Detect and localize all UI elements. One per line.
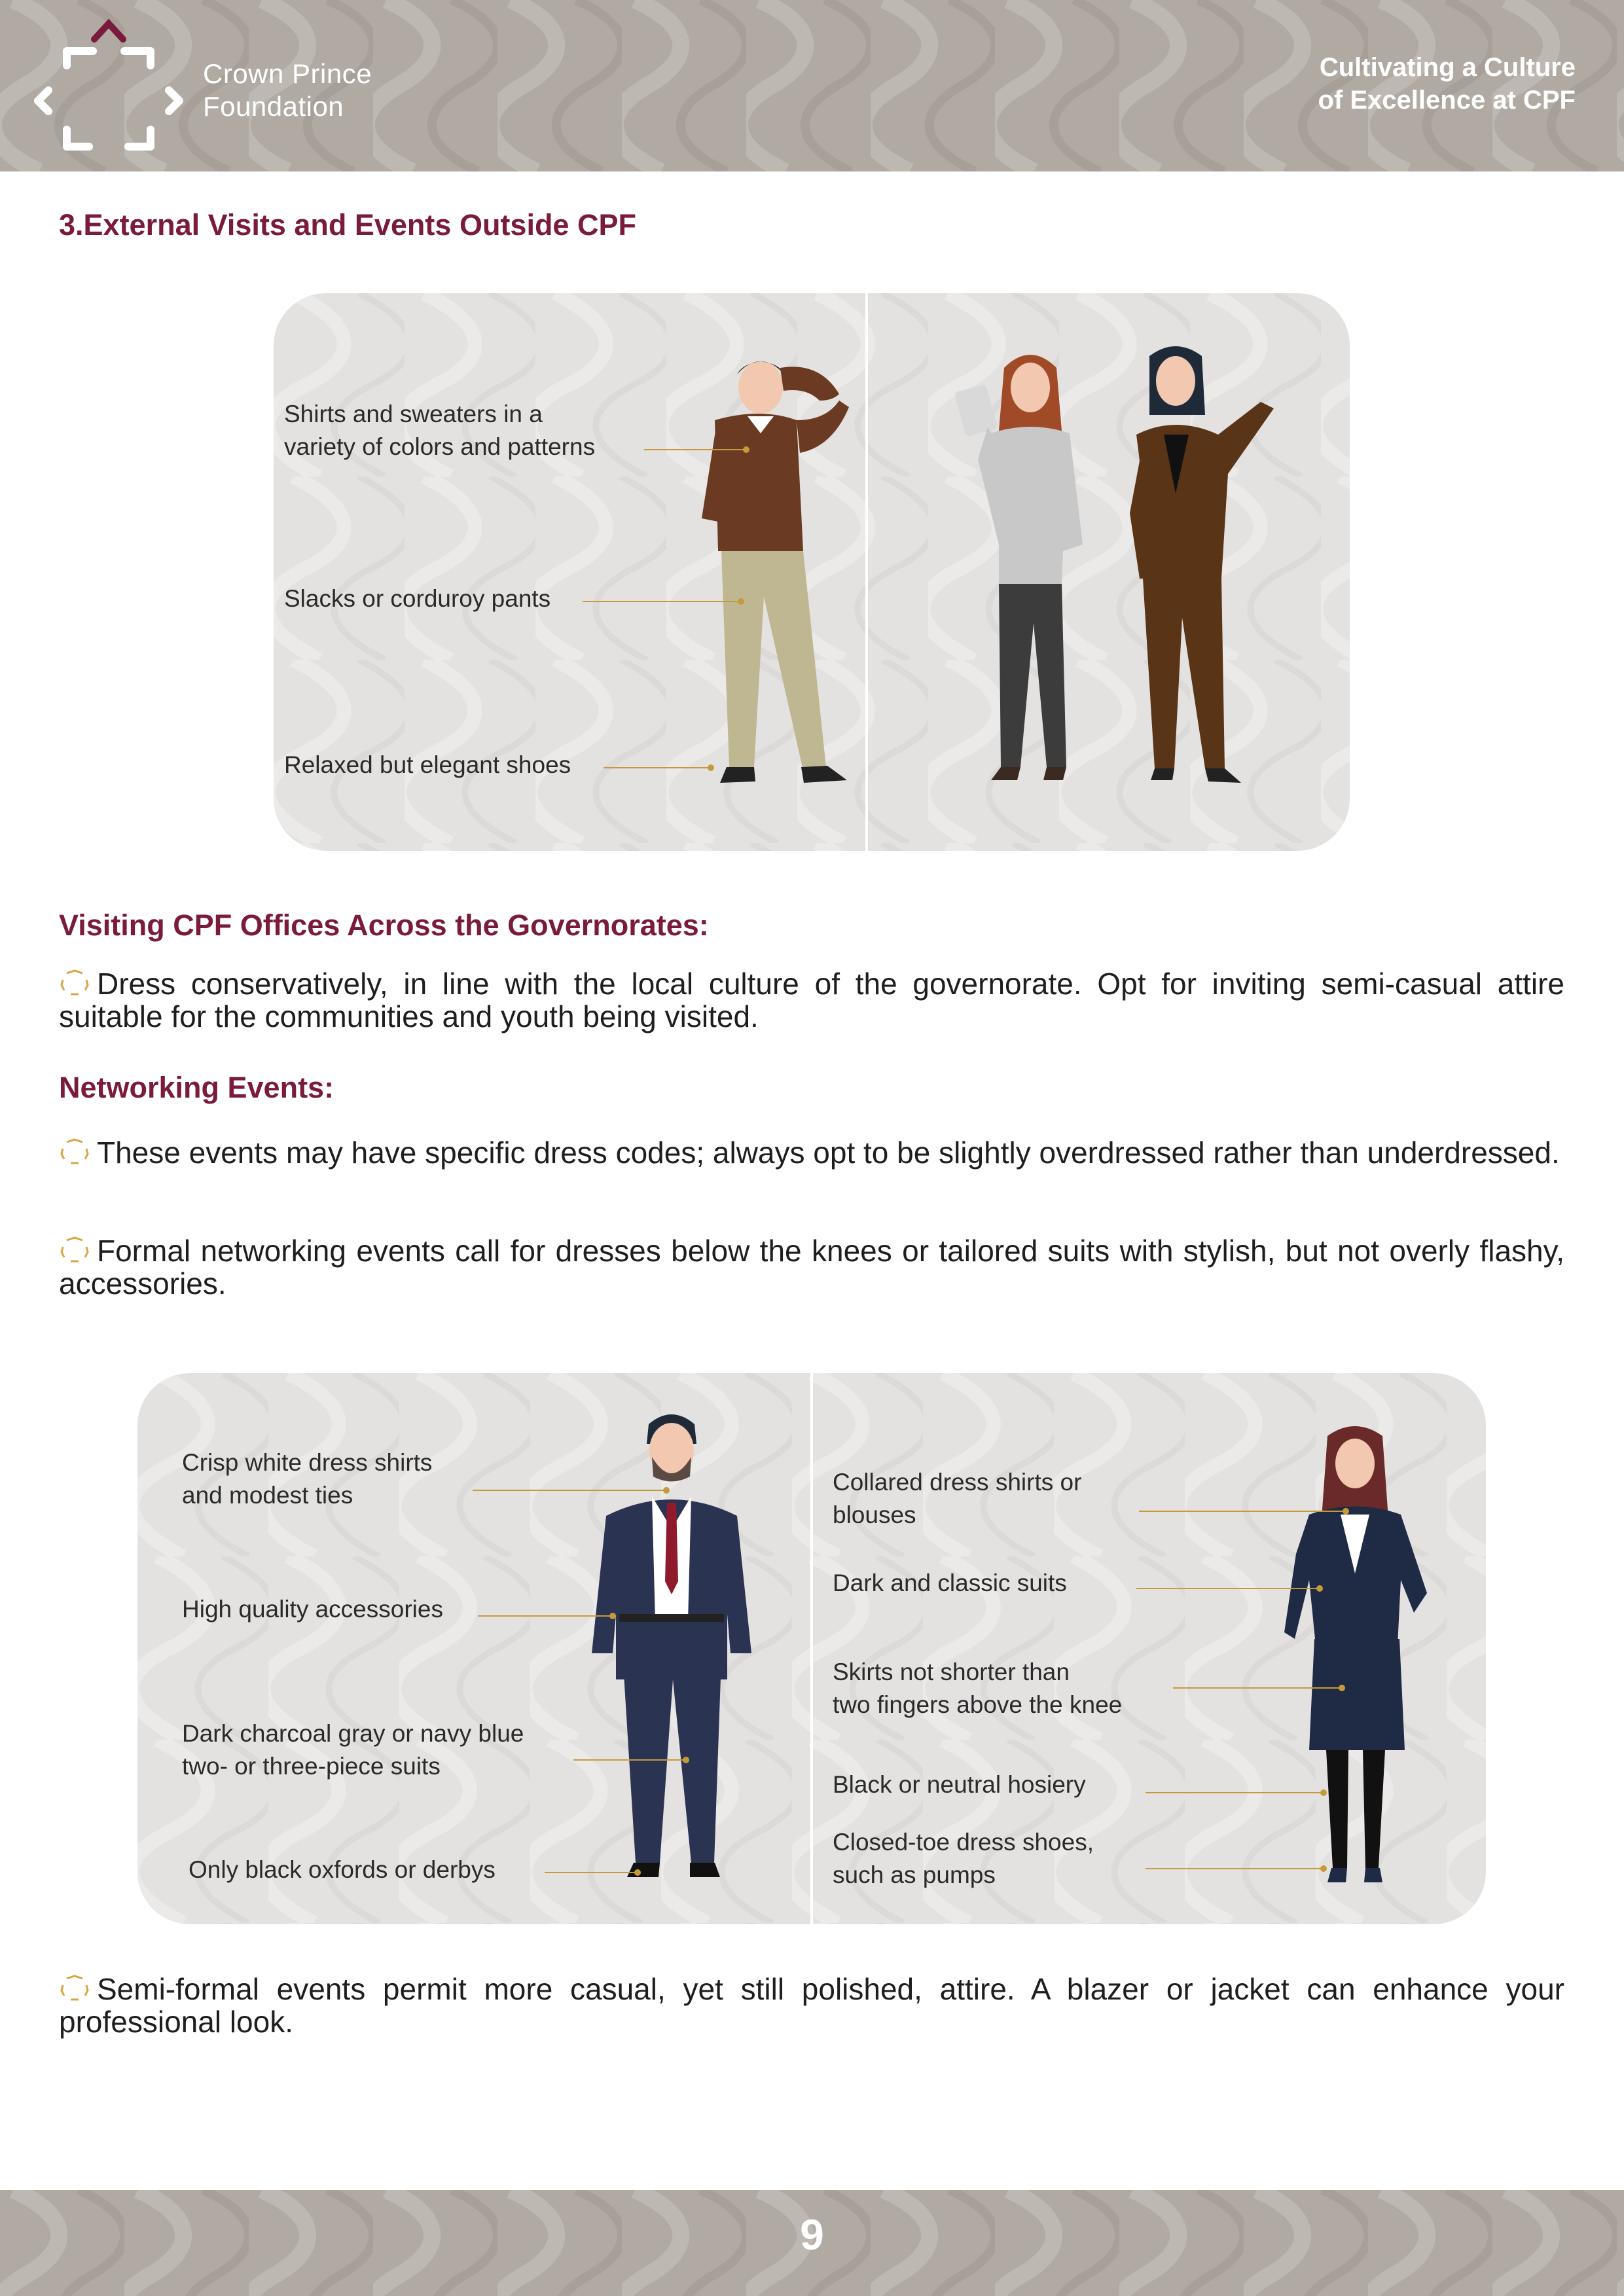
leader-line (644, 449, 746, 450)
leader-line (473, 1490, 666, 1491)
section-title: 3.External Visits and Events Outside CPF (59, 208, 636, 242)
callout-oxfords: Only black oxfords or derbys (189, 1856, 496, 1883)
casual-attire-illustration (274, 293, 1350, 851)
leader-line (573, 1759, 686, 1761)
callout-dress-shirts-line2: and modest ties (182, 1482, 353, 1509)
org-name-line-1: Crown Prince (203, 58, 372, 89)
callout-accessories: High quality accessories (182, 1596, 443, 1623)
leader-line (604, 767, 711, 768)
organization-name (203, 58, 372, 123)
visiting-paragraph (59, 967, 1564, 1033)
semi-formal-text: Semi-formal events permit more casual, yet still polished, attire. A blazer or jacket can enhance your professional look. (59, 1972, 1564, 2039)
leader-line (1173, 1687, 1342, 1689)
leader-line (545, 1872, 638, 1873)
callout-skirts-line1: Skirts not shorter than (833, 1659, 1070, 1685)
networking-heading: Networking Events: (59, 1071, 334, 1104)
flower-bullet-icon (59, 1235, 90, 1264)
networking-paragraph-2 (59, 1234, 1564, 1300)
callout-collared-shirts-line2: blouses (833, 1501, 916, 1528)
leader-line (1139, 1511, 1346, 1512)
visiting-heading: Visiting CPF Offices Across the Governorates: (59, 908, 709, 942)
callout-collared-shirts-line1: Collared dress shirts or (833, 1469, 1082, 1496)
tagline-line-1: Cultivating a Culture (1319, 53, 1576, 82)
callout-closed-toe-line2: such as pumps (833, 1861, 996, 1888)
callout-hosiery: Black or neutral hosiery (833, 1771, 1086, 1798)
casual-man-figure (656, 348, 852, 806)
org-name-line-2: Foundation (203, 91, 344, 122)
panel-divider (865, 293, 868, 851)
flower-bullet-icon (59, 1137, 90, 1166)
callout-dress-shirts-line1: Crisp white dress shirts (182, 1449, 433, 1476)
formal-attire-illustration (137, 1373, 1486, 1924)
leader-line (583, 601, 741, 602)
networking-text-1: These events may have specific dress codes; always opt to be slightly overdressed rather than underdressed. (97, 1136, 1560, 1170)
flower-bullet-icon (59, 968, 90, 997)
formal-woman-figure (1270, 1423, 1440, 1907)
panel-divider (810, 1373, 813, 1924)
flower-bullet-icon (59, 1973, 90, 2002)
callout-classic-suits: Dark and classic suits (833, 1570, 1067, 1596)
tagline-line-2: of Excellence at CPF (1318, 86, 1576, 115)
callout-relaxed-shoes: Relaxed but elegant shoes (284, 751, 571, 778)
leader-line (478, 1615, 613, 1617)
networking-text-2: Formal networking events call for dresses below the knees or tailored suits with stylish, but not overly flashy, accessories. (59, 1234, 1564, 1300)
networking-paragraph-1 (59, 1136, 1564, 1169)
callout-slacks: Slacks or corduroy pants (284, 585, 551, 612)
header-tagline (1318, 51, 1576, 117)
casual-woman-gray-figure (952, 348, 1109, 806)
callout-shirts-sweaters-line1: Shirts and sweaters in a (284, 401, 543, 427)
leader-line (1146, 1868, 1324, 1869)
formal-man-figure (580, 1405, 763, 1902)
casual-woman-brown-suit-figure (1091, 343, 1287, 814)
callout-skirts-line2: two fingers above the knee (833, 1691, 1123, 1718)
leader-line (1136, 1588, 1320, 1589)
page-number: 9 (800, 2210, 824, 2259)
callout-dark-suits-line2: two- or three-piece suits (182, 1753, 441, 1780)
callout-shirts-sweaters-line2: variety of colors and patterns (284, 433, 596, 460)
callout-closed-toe-line1: Closed-toe dress shoes, (833, 1829, 1094, 1856)
crown-prince-foundation-logo (30, 12, 187, 157)
callout-dark-suits-line1: Dark charcoal gray or navy blue (182, 1720, 524, 1747)
visiting-text: Dress conservatively, in line with the local culture of the governorate. Opt for inviting semi-casual attire suitable for the communities and youth being visited. (59, 967, 1564, 1033)
page-footer (0, 2190, 1624, 2296)
page-header (0, 0, 1624, 171)
leader-line (1146, 1792, 1324, 1793)
semi-formal-paragraph (59, 1973, 1564, 2038)
